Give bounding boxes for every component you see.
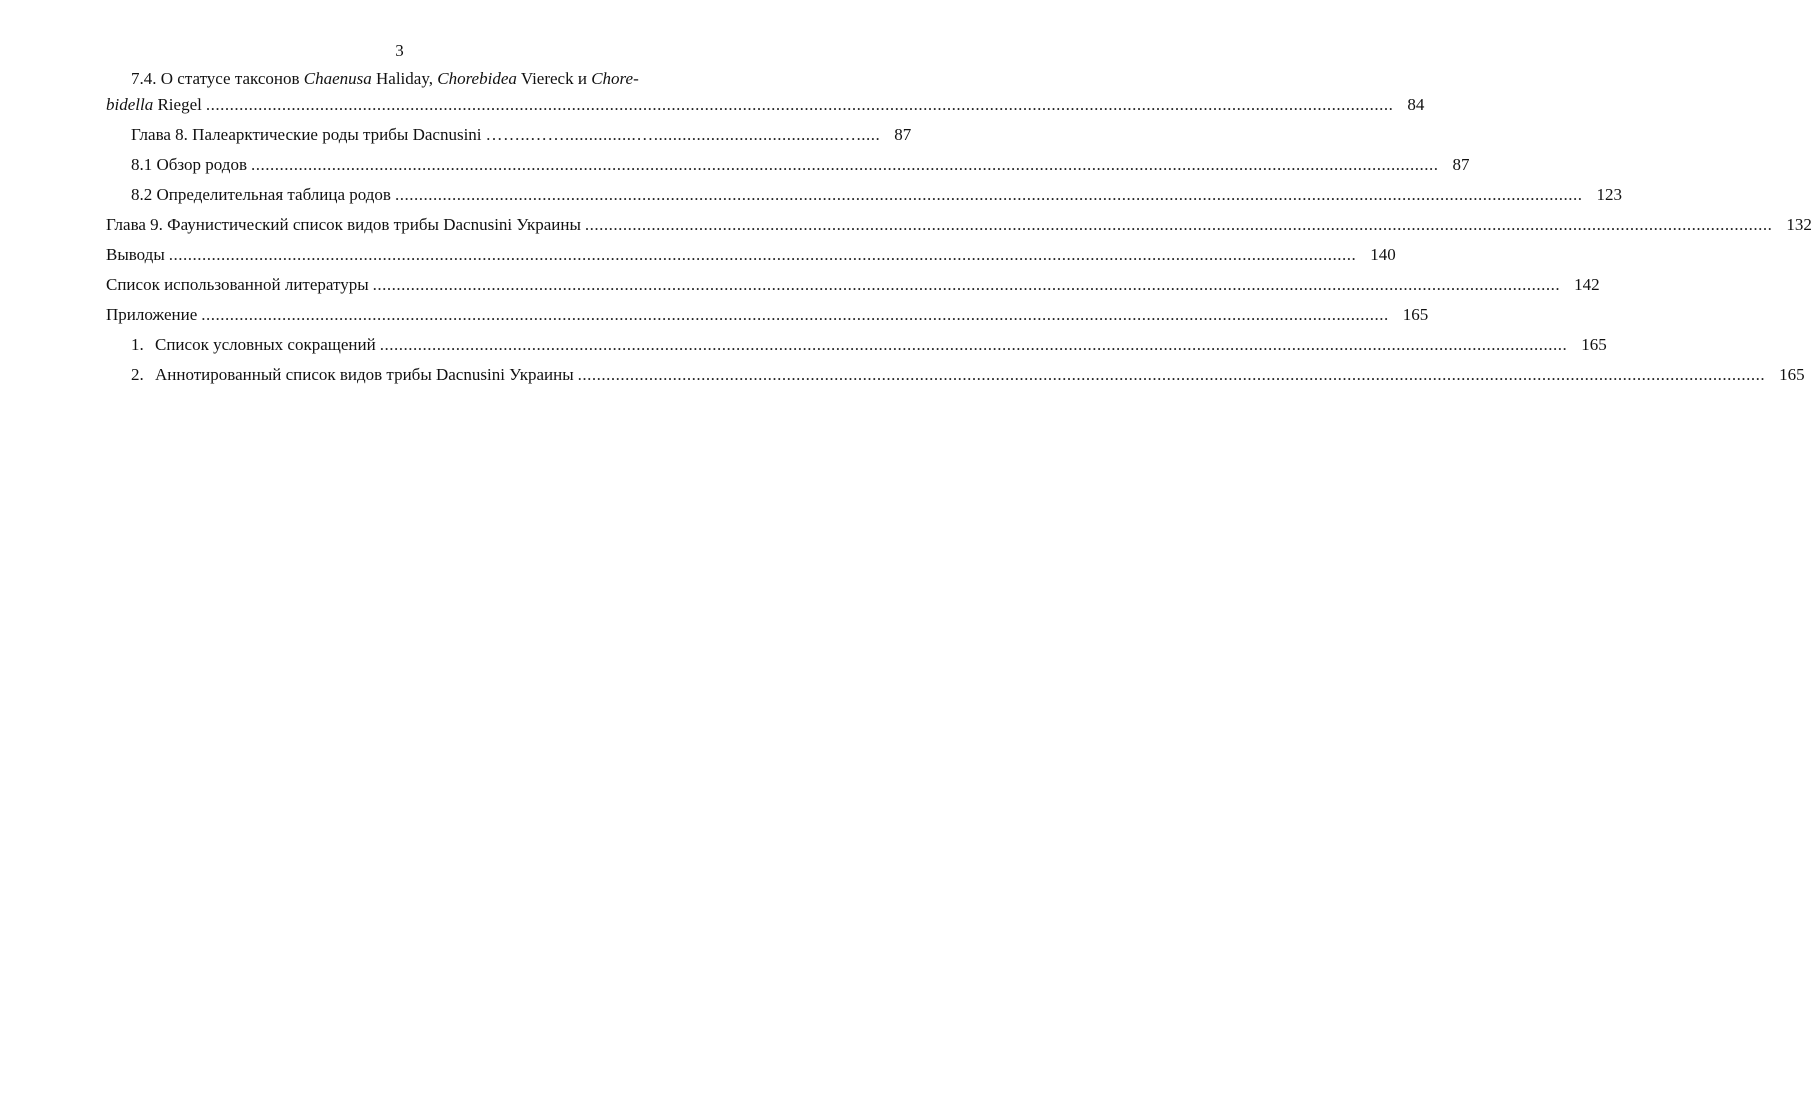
- toc-appendix-1-title: Список условных сокращений: [155, 335, 376, 354]
- toc-conclusions-page: 140: [1370, 245, 1396, 264]
- toc-appendix-2-page: 165: [1779, 365, 1805, 384]
- dot-leader: [395, 180, 1583, 210]
- toc-appendix-1-number: 1.: [131, 335, 144, 354]
- dot-leader: [585, 210, 1773, 240]
- toc-entry-7-4-author2: Viereck и: [516, 69, 592, 88]
- dot-leader: [251, 150, 1439, 180]
- toc-section-8-1-page: 87: [1452, 155, 1470, 174]
- toc-conclusions: [106, 240, 1396, 270]
- page-number: 3: [395, 41, 404, 60]
- dot-leader: [380, 330, 1568, 360]
- toc-entry-7-4-line2: [106, 90, 1425, 120]
- toc-appendix-1: [106, 330, 1607, 360]
- taxon-chorebidea: Chorebidea: [437, 69, 517, 88]
- toc-references-title: Список использованной литературы: [106, 275, 369, 294]
- toc-chapter-9: [106, 210, 1812, 240]
- dot-leader: [201, 300, 1389, 330]
- table-of-contents: [106, 68, 1812, 390]
- toc-appendix-2-title: Аннотированный список видов трибы Dacnusini Украины: [155, 365, 574, 384]
- toc-section-8-2: [106, 180, 1622, 210]
- taxon-chorebidella-part2: bidella: [106, 95, 154, 114]
- toc-references-page: 142: [1574, 275, 1600, 294]
- toc-section-8-1: [106, 150, 1470, 180]
- toc-entry-7-4-page: 84: [1407, 95, 1425, 114]
- toc-entry-7-4-author3: Riegel: [153, 95, 202, 114]
- dot-leader: [373, 270, 1561, 300]
- toc-appendix-2-number: 2.: [131, 365, 144, 384]
- taxon-chaenusa: Chaenusa: [303, 69, 372, 88]
- toc-section-8-1-title: 8.1 Обзор родов: [131, 155, 247, 174]
- toc-chapter-9-page: 132: [1786, 215, 1812, 234]
- toc-appendix-title: Приложение: [106, 305, 198, 324]
- dot-leader: [169, 240, 1357, 270]
- toc-appendix-1-page: 165: [1581, 335, 1607, 354]
- toc-section-8-2-page: 123: [1596, 185, 1622, 204]
- taxon-chorebidella-part1: Chore-: [591, 69, 639, 88]
- dot-leader: [578, 360, 1766, 390]
- toc-entry-7-4-line1: [106, 68, 742, 90]
- dot-leader-custom: ……..……...............….......................................….....: [485, 125, 881, 144]
- toc-conclusions-title: Выводы: [106, 245, 165, 264]
- toc-entry-7-4-author1: Haliday,: [371, 69, 438, 88]
- toc-appendix: [106, 300, 1429, 330]
- toc-chapter-8-page: 87: [894, 125, 912, 144]
- dot-leader: [206, 90, 1394, 120]
- toc-references: [106, 270, 1600, 300]
- toc-appendix-2: [106, 360, 1805, 390]
- toc-chapter-8-title: Глава 8. Палеарктические роды трибы Dacnusini: [131, 125, 482, 144]
- toc-entry-7-4-prefix: 7.4. О статусе таксонов: [131, 69, 304, 88]
- toc-chapter-8: [106, 120, 912, 150]
- toc-section-8-2-title: 8.2 Определительная таблица родов: [131, 185, 391, 204]
- toc-chapter-9-title: Глава 9. Фаунистический список видов трибы Dacnusini Украины: [106, 215, 581, 234]
- toc-appendix-page: 165: [1402, 305, 1429, 324]
